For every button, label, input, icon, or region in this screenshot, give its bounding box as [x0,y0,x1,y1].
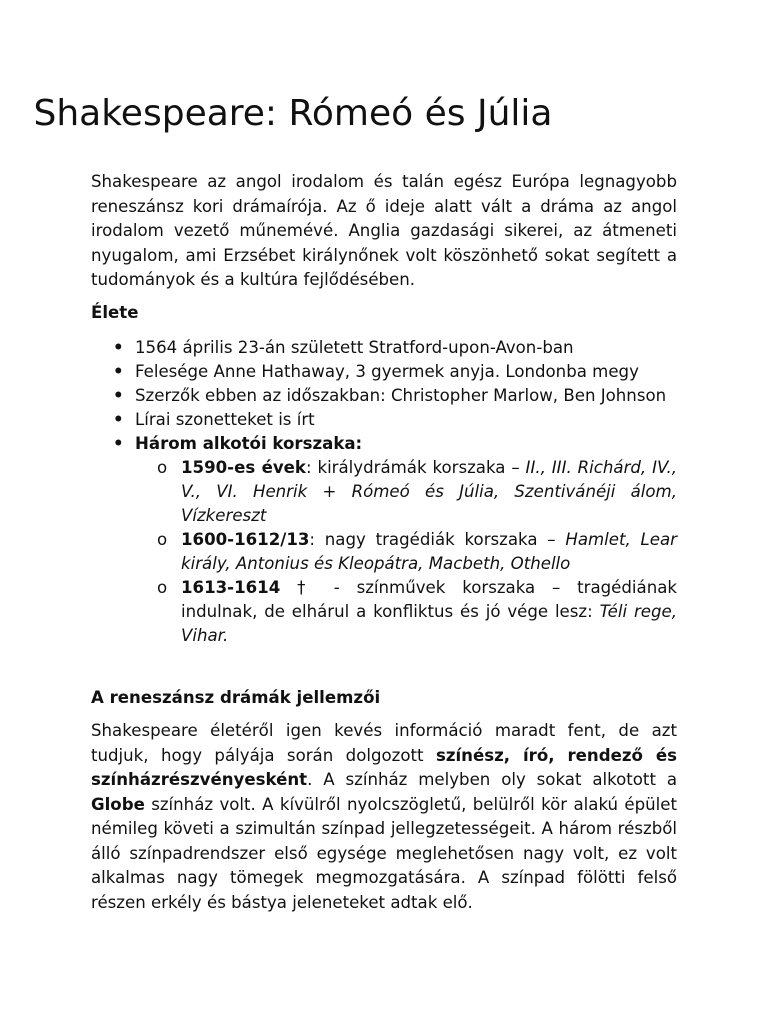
bullet-item-wife: • Felesége Anne Hathaway, 3 gyermek anyja. Londonba megy [91,360,677,384]
bullet-item-sonnets: • Lírai szonetteket is írt [91,408,677,432]
drama-text-3: színház volt. A kívülről nyolcszögletű, belülről kör alakú épület némileg követi a szimultán színpad jellegzetességeit. A három részből álló színpadrendszer első egysége meglehetősen nagy volt, ez volt alkalmas nagy tömegek megmozgatására. A színpad fölötti felső részen erkély és bástya jeleneteket adtak elő. [91,794,677,912]
bullet-item-periods [91,432,677,648]
period-item [91,528,677,576]
page-title: Shakespeare: Rómeó és Júlia [33,93,553,134]
period-works: II., III. Richárd, IV., V., VI. Henrik + Rómeó és Júlia, Szentivánéji álom, Vízkereszt [181,458,677,525]
globe-theatre: Globe [91,794,145,814]
periods-sublist [135,456,677,648]
period-works: Hamlet, Lear király, Antonius és Kleopátra, Macbeth, Othello [181,530,677,573]
periods-heading: Három alkotói korszaka: [135,434,363,453]
period-years: 1590-es évek [181,458,306,477]
period-item [91,576,677,648]
bullet-item-birth: • 1564 április 23-án született Stratford-upon-Avon-ban [91,336,677,360]
drama-text-1: Shakespeare életéről igen kevés információ maradt fent, de azt tudjuk, hogy pályája során dolgozott [91,721,677,765]
section-heading-drama: A reneszánsz drámák jellemzői [91,688,381,707]
period-desc: † - színművek korszaka – tragédiának indulnak, de elhárul a konfliktus és jó vége lesz: [181,578,677,621]
period-works: Téli rege, Vihar. [181,602,677,645]
drama-roles: színész, író, rendező és színházrészvényesként [91,745,677,789]
bullet-item-authors: • Szerzők ebben az időszakban: Christopher Marlow, Ben Johnson [91,384,677,408]
section-heading-life: Élete [91,303,139,322]
period-years: 1600-1612/13 [181,530,310,549]
drama-paragraph [91,719,677,915]
drama-text-2: . A színház melyben oly sokat alkotott a [307,770,677,789]
period-years: 1613-1614 [181,578,281,597]
period-desc: : királydrámák korszaka – [305,458,526,477]
intro-paragraph: Shakespeare az angol irodalom és talán egész Európa legnagyobb reneszánsz kori drámaírója. Az ő ideje alatt vált a dráma az angol irodalom vezető műnemévé. Anglia gazdasági sikerei, az átmeneti nyugalom, ami Erzsébet királynőnek volt köszönhető sokat segített a tudományok és a kultúra fejlődésében. [91,172,677,289]
period-desc: : nagy tragédiák korszaka – [309,530,566,549]
period-item [91,456,677,528]
life-bullet-list [91,336,677,648]
